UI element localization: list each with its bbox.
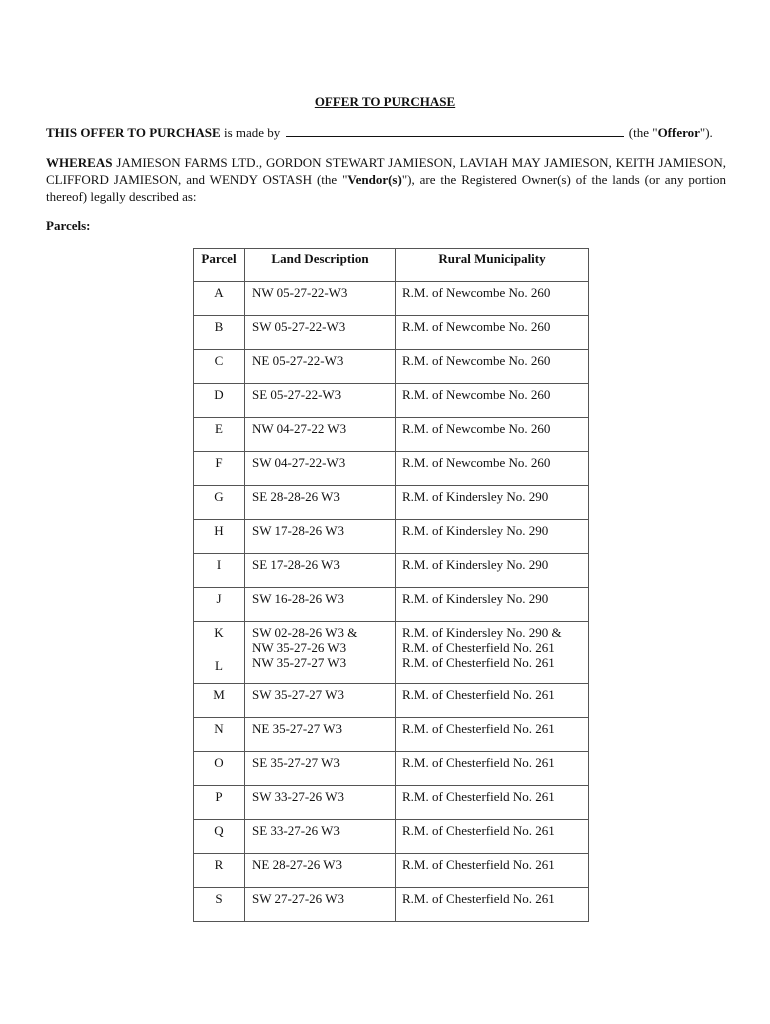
cell-land-description: SE 28-28-26 W3 [245,486,396,520]
table-row [194,520,589,554]
cell-rural-municipality: R.M. of Chesterfield No. 261 [396,684,589,718]
cell-rural-municipality: R.M. of Kindersley No. 290 [396,520,589,554]
table-row [194,554,589,588]
table-row [194,384,589,418]
parcels-table [193,248,589,922]
header-rural-municipality: Rural Municipality [396,249,589,282]
cell-parcel: E [194,418,245,452]
cell-rural-municipality: R.M. of Chesterfield No. 261 [396,752,589,786]
cell-parcel: I [194,554,245,588]
cell-land-description: SW 16-28-26 W3 [245,588,396,622]
cell-rural-municipality: R.M. of Kindersley No. 290 [396,486,589,520]
intro-tail-open: (the " [625,125,658,140]
cell-parcel: N [194,718,245,752]
cell-land-description: SE 33-27-26 W3 [245,820,396,854]
offeror-blank-line [286,125,624,137]
cell-parcel: J [194,588,245,622]
whereas-paragraph [46,154,726,205]
cell-land-description: SW 35-27-27 W3 [245,684,396,718]
cell-land-description: NE 35-27-27 W3 [245,718,396,752]
table-row [194,486,589,520]
rm-line-3: R.M. of Chesterfield No. 261 [402,655,555,670]
cell-parcel: S [194,888,245,922]
table-row [194,718,589,752]
cell-parcel: A [194,282,245,316]
table-row [194,684,589,718]
cell-land-description: SW 17-28-26 W3 [245,520,396,554]
cell-rural-municipality: R.M. of Newcombe No. 260 [396,282,589,316]
cell-parcel: R [194,854,245,888]
table-row [194,418,589,452]
table-row-k-l [194,622,589,684]
table-row [194,452,589,486]
document-title: OFFER TO PURCHASE [314,94,456,109]
table-row [194,888,589,922]
cell-rural-municipality: R.M. of Chesterfield No. 261 [396,786,589,820]
table-row [194,752,589,786]
cell-rural-municipality: R.M. of Newcombe No. 260 [396,418,589,452]
table-row [194,282,589,316]
parcel-k: K [214,625,224,640]
cell-rural-municipality: R.M. of Kindersley No. 290 [396,588,589,622]
cell-parcel: H [194,520,245,554]
cell-parcel: B [194,316,245,350]
cell-land-description: SE 17-28-26 W3 [245,554,396,588]
cell-parcel: F [194,452,245,486]
parcel-l: L [215,658,223,673]
cell-land-description: NW 05-27-22-W3 [245,282,396,316]
cell-rural-municipality: R.M. of Newcombe No. 260 [396,452,589,486]
cell-rural-municipality: R.M. of Chesterfield No. 261 [396,854,589,888]
cell-parcel: M [194,684,245,718]
cell-land-description: NE 28-27-26 W3 [245,854,396,888]
whereas-text-2: "), are the Registered Owner(s) of the lands (or any portion thereof) legally described as: [46,172,726,204]
whereas-lead: WHEREAS [46,155,113,170]
cell-land-description: NW 04-27-22 W3 [245,418,396,452]
cell-land-description: SE 35-27-27 W3 [245,752,396,786]
cell-land-description: SW 27-27-26 W3 [245,888,396,922]
cell-rural-municipality [396,622,589,684]
table-body [194,282,589,922]
table-row [194,316,589,350]
cell-rural-municipality: R.M. of Newcombe No. 260 [396,350,589,384]
cell-parcel: C [194,350,245,384]
table-row [194,588,589,622]
header-land-description: Land Description [245,249,396,282]
cell-land-description: SE 05-27-22-W3 [245,384,396,418]
cell-rural-municipality: R.M. of Newcombe No. 260 [396,316,589,350]
table-row [194,820,589,854]
cell-parcel: O [194,752,245,786]
rm-line-1: R.M. of Kindersley No. 290 & [402,625,562,640]
cell-rural-municipality: R.M. of Chesterfield No. 261 [396,718,589,752]
table-header-row [194,249,589,282]
parcels-label: Parcels: [46,218,91,233]
intro-paragraph [46,124,726,141]
cell-rural-municipality: R.M. of Chesterfield No. 261 [396,888,589,922]
cell-rural-municipality: R.M. of Kindersley No. 290 [396,554,589,588]
whereas-text-1: JAMIESON FARMS LTD., GORDON STEWART JAMIESON, LAVIAH MAY JAMIESON, KEITH JAMIESON, CLIFFORD JAMIESON, and WENDY OSTASH (the " [46,155,726,187]
cell-parcel: D [194,384,245,418]
intro-tail-close: "). [699,125,713,140]
intro-text: is made by [220,125,284,140]
cell-land-description: SW 05-27-22-W3 [245,316,396,350]
cell-parcel: P [194,786,245,820]
cell-land-description: NE 05-27-22-W3 [245,350,396,384]
table-row [194,786,589,820]
cell-rural-municipality: R.M. of Chesterfield No. 261 [396,820,589,854]
cell-rural-municipality: R.M. of Newcombe No. 260 [396,384,589,418]
vendor-term: Vendor(s) [347,172,402,187]
rm-line-2: R.M. of Chesterfield No. 261 [402,640,555,655]
header-parcel: Parcel [194,249,245,282]
intro-lead: THIS OFFER TO PURCHASE [46,125,221,140]
table-row [194,350,589,384]
land-line-1: SW 02-28-26 W3 & [252,625,358,640]
table-row [194,854,589,888]
cell-land-description [245,622,396,684]
land-line-2: NW 35-27-26 W3 [252,640,347,655]
cell-land-description: SW 33-27-26 W3 [245,786,396,820]
cell-parcel: Q [194,820,245,854]
land-line-3: NW 35-27-27 W3 [252,655,347,670]
cell-parcel [194,622,245,684]
cell-land-description: SW 04-27-22-W3 [245,452,396,486]
cell-parcel: G [194,486,245,520]
offeror-term: Offeror [657,125,700,140]
